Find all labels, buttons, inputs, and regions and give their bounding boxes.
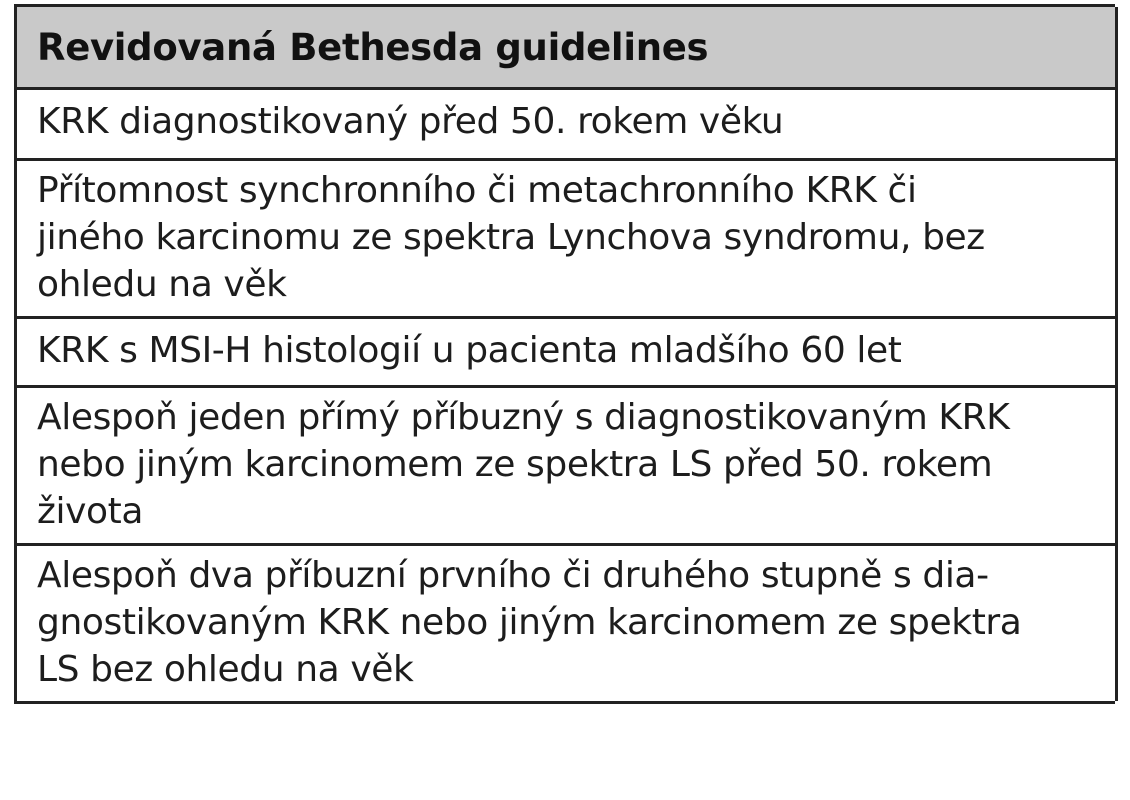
row-text-line: LS bez ohledu na věk [37,649,414,690]
row-text-line: Přítomnost synchronního či metachronního KRK či [37,170,917,211]
row-text-line: jiného karcinomu ze spektra Lynchova syndromu, bez [37,217,985,258]
table-header-label: Revidovaná Bethesda guidelines [37,25,709,69]
table-row [17,319,1115,388]
table-header [17,7,1115,90]
row-text-line: KRK diagnostikovaný před 50. rokem věku [37,101,784,142]
table-row [17,546,1115,701]
row-text-line: ohledu na věk [37,264,287,305]
row-text-line: gnostikovaným KRK nebo jiným karcinomem ze spektra [37,602,1022,643]
table-row [17,388,1115,546]
row-text-line: života [37,491,144,532]
row-text-line: nebo jiným karcinomem ze spektra LS před 50. rokem [37,444,993,485]
row-text-line: Alespoň dva příbuzní prvního či druhého stupně s dia- [37,555,989,596]
row-text-line: Alespoň jeden přímý příbuzný s diagnostikovaným KRK [37,397,1010,438]
table-right-border [1115,7,1118,701]
table-row [17,161,1115,319]
bethesda-guidelines-table [14,4,1115,704]
table-row [17,90,1115,161]
row-text-line: KRK s MSI-H histologií u pacienta mladšího 60 let [37,330,902,371]
